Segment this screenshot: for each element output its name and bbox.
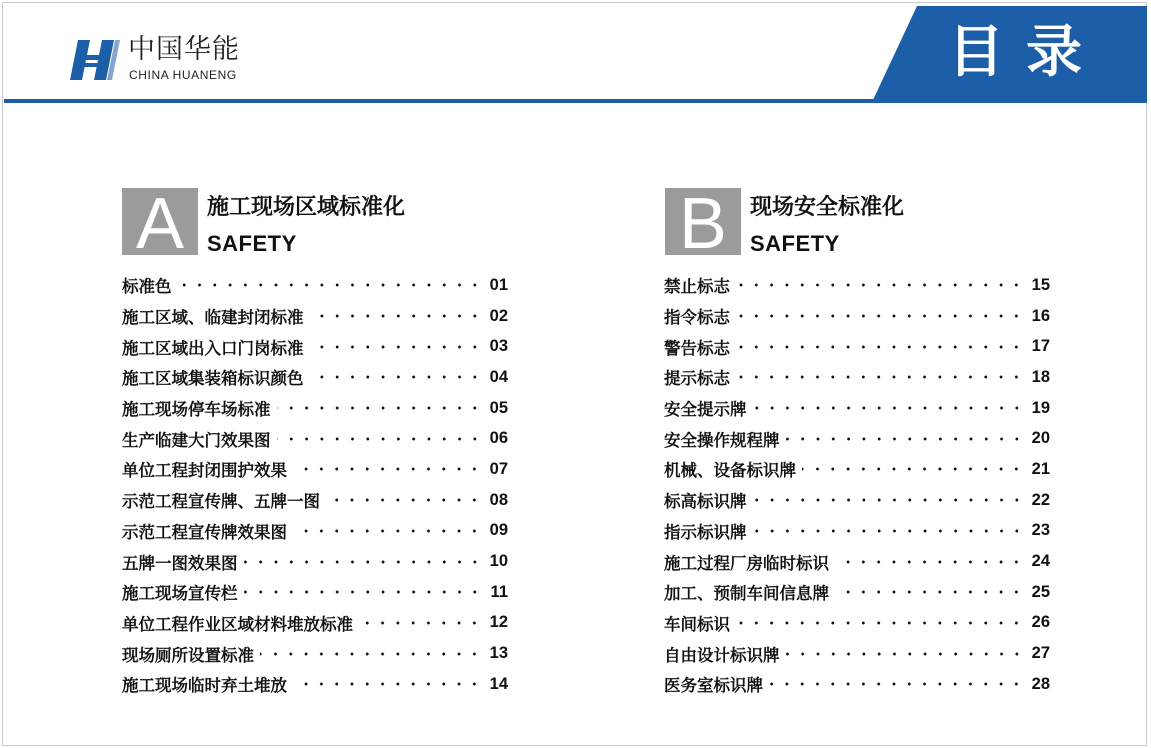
toc-entry-page: 14 [489, 674, 508, 693]
toc-entry-label: 现场厕所设置标准 [122, 645, 254, 665]
section-letter-badge: A [122, 188, 198, 255]
logo-chinese-text: 中国华能 [128, 34, 240, 65]
toc-entry-page: 06 [489, 429, 508, 448]
toc-entry-label: 禁止标志 [664, 277, 730, 297]
toc-entry[interactable] [664, 301, 1050, 332]
dot-leader [835, 585, 1024, 599]
toc-entry-label: 医务室标识牌 [664, 676, 763, 696]
toc-entry-label: 机械、设备标识牌 [664, 461, 796, 481]
dot-leader [835, 555, 1024, 569]
toc-entry[interactable] [122, 393, 508, 424]
dot-leader [326, 493, 482, 507]
toc-entry[interactable] [122, 485, 508, 516]
toc-entry-page: 26 [1031, 613, 1050, 632]
toc-entry-label: 施工区域出入口门岗标准 [122, 338, 304, 358]
toc-entry-label: 警告标志 [664, 338, 730, 358]
toc-entry-page: 17 [1031, 337, 1050, 356]
toc-entry[interactable] [122, 423, 508, 454]
toc-entry[interactable] [122, 301, 508, 332]
dot-leader [802, 462, 1024, 476]
section-a-header [122, 188, 542, 256]
toc-entry[interactable] [664, 608, 1050, 639]
toc-entry-page: 16 [1031, 306, 1050, 325]
dot-leader [359, 616, 482, 630]
toc-list-a [122, 270, 508, 700]
toc-entry-label: 单位工程作业区域材料堆放标准 [122, 614, 353, 634]
toc-entry-label: 提示标志 [664, 369, 730, 389]
toc-entry-label: 车间标识 [664, 614, 730, 634]
toc-entry[interactable] [664, 516, 1050, 547]
toc-entry[interactable] [664, 454, 1050, 485]
page-title: 目录 [948, 20, 1104, 85]
toc-entry-label: 示范工程宣传牌效果图 [122, 522, 287, 542]
section-subtitle: SAFETY [750, 231, 840, 256]
section-letter-badge: B [665, 188, 741, 255]
toc-entry-label: 标准色 [122, 277, 172, 297]
toc-entry[interactable] [122, 546, 508, 577]
toc-entry[interactable] [664, 270, 1050, 301]
toc-entry-page: 13 [489, 644, 508, 663]
section-b-header [665, 188, 1085, 256]
toc-entry-page: 04 [489, 367, 508, 386]
dot-leader [293, 677, 482, 691]
toc-entry-label: 指示标识牌 [664, 522, 747, 542]
dot-leader [786, 647, 1025, 661]
toc-entry[interactable] [122, 669, 508, 700]
dot-leader [753, 401, 1025, 415]
toc-entry[interactable] [664, 423, 1050, 454]
toc-entry-page: 20 [1031, 429, 1050, 448]
toc-entry-label: 五牌一图效果图 [122, 553, 238, 573]
section-title: 施工现场区域标准化 [207, 195, 406, 220]
toc-entry[interactable] [122, 516, 508, 547]
toc-entry[interactable] [122, 362, 508, 393]
toc-entry-label: 指令标志 [664, 308, 730, 328]
section-subtitle: SAFETY [207, 231, 297, 256]
dot-leader [736, 340, 1024, 354]
toc-entry-page: 19 [1031, 398, 1050, 417]
dot-leader [736, 370, 1024, 384]
logo-english-text: CHINA HUANENG [129, 68, 237, 82]
toc-entry-page: 07 [489, 459, 508, 478]
toc-entry-page: 10 [489, 552, 508, 571]
dot-leader [293, 524, 482, 538]
dot-leader [310, 370, 483, 384]
toc-entry-page: 08 [489, 490, 508, 509]
dot-leader [310, 309, 483, 323]
dot-leader [178, 278, 483, 292]
toc-entry-label: 施工现场临时弃土堆放 [122, 676, 287, 696]
toc-entry-label: 施工区域集装箱标识颜色 [122, 369, 304, 389]
toc-entry[interactable] [664, 638, 1050, 669]
toc-entry[interactable] [122, 270, 508, 301]
toc-entry-label: 生产临建大门效果图 [122, 430, 271, 450]
toc-entry-page: 21 [1031, 459, 1050, 478]
toc-entry[interactable] [122, 454, 508, 485]
header [0, 0, 1151, 104]
dot-leader [293, 462, 482, 476]
toc-entry-page: 09 [489, 521, 508, 540]
dot-leader [260, 647, 482, 661]
toc-entry[interactable] [664, 485, 1050, 516]
toc-entry-label: 标高标识牌 [664, 492, 747, 512]
section-title: 现场安全标准化 [750, 195, 905, 220]
dot-leader [736, 278, 1024, 292]
dot-leader [310, 340, 483, 354]
toc-entry-page: 25 [1031, 582, 1050, 601]
dot-leader [736, 309, 1024, 323]
toc-entry-label: 施工过程厂房临时标识 [664, 553, 829, 573]
toc-list-b [664, 270, 1050, 700]
toc-entry[interactable] [122, 638, 508, 669]
toc-entry[interactable] [122, 331, 508, 362]
toc-entry-page: 27 [1031, 644, 1050, 663]
toc-entry-label: 示范工程宣传牌、五牌一图 [122, 492, 320, 512]
toc-entry-label: 施工现场宣传栏 [122, 584, 238, 604]
toc-entry-page: 12 [489, 613, 508, 632]
toc-entry-page: 15 [1031, 275, 1050, 294]
toc-entry-label: 加工、预制车间信息牌 [664, 584, 829, 604]
toc-entry[interactable] [664, 669, 1050, 700]
dot-leader [244, 555, 483, 569]
header-divider [4, 99, 1147, 103]
toc-entry-label: 施工区域、临建封闭标准 [122, 308, 304, 328]
dot-leader [786, 432, 1025, 446]
dot-leader [244, 585, 483, 599]
toc-entry-page: 18 [1031, 367, 1050, 386]
toc-entry-page: 23 [1031, 521, 1050, 540]
toc-entry-page: 02 [489, 306, 508, 325]
toc-entry[interactable] [664, 362, 1050, 393]
dot-leader [277, 432, 483, 446]
toc-entry-page: 03 [489, 337, 508, 356]
toc-entry[interactable] [122, 577, 508, 608]
toc-entry-page: 24 [1031, 552, 1050, 571]
dot-leader [277, 401, 483, 415]
dot-leader [769, 677, 1024, 691]
toc-entry-page: 11 [490, 582, 508, 601]
toc-entry-label: 安全提示牌 [664, 400, 747, 420]
toc-entry-label: 安全操作规程牌 [664, 430, 780, 450]
toc-entry-label: 单位工程封闭围护效果 [122, 461, 287, 481]
toc-entry-label: 施工现场停车场标准 [122, 400, 271, 420]
toc-entry[interactable] [664, 331, 1050, 362]
dot-leader [753, 493, 1025, 507]
toc-entry-page: 05 [489, 398, 508, 417]
dot-leader [753, 524, 1025, 538]
dot-leader [736, 616, 1024, 630]
toc-entry-label: 自由设计标识牌 [664, 645, 780, 665]
toc-entry[interactable] [122, 608, 508, 639]
toc-entry-page: 28 [1031, 674, 1050, 693]
toc-entry-page: 22 [1031, 490, 1050, 509]
toc-entry-page: 01 [489, 275, 508, 294]
huaneng-logo-icon [70, 40, 120, 80]
toc-entry[interactable] [664, 546, 1050, 577]
toc-entry[interactable] [664, 577, 1050, 608]
toc-entry[interactable] [664, 393, 1050, 424]
